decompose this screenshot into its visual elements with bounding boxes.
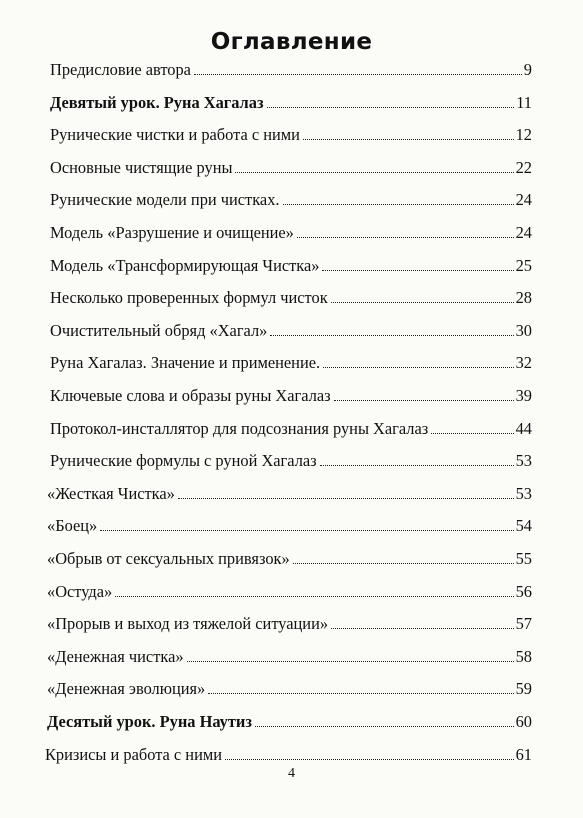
toc-entry-page: 58 xyxy=(515,646,532,666)
toc-entry-page: 9 xyxy=(523,60,532,79)
toc-entry xyxy=(50,419,532,439)
toc-entry xyxy=(50,321,532,341)
toc-entry-page: 56 xyxy=(515,581,532,601)
toc-entry-title: Десятый урок. Руна Наутиз xyxy=(47,712,252,731)
toc-entry-page: 44 xyxy=(515,418,532,438)
toc-entry-page: 32 xyxy=(515,353,532,373)
toc-entry-title: «Обрыв от сексуальных привязок» xyxy=(47,549,290,568)
toc-entry-title: Руна Хагалаз. Значение и применение. xyxy=(50,353,321,373)
toc-dot-leader xyxy=(235,172,513,173)
toc-entry-title: «Боец» xyxy=(47,516,98,536)
toc-entry-page: 53 xyxy=(515,451,532,471)
toc-entry-title: Рунические чистки и работа с ними xyxy=(50,125,300,145)
toc-entry-title: «Денежная чистка» xyxy=(47,646,184,666)
toc-entry-title: Ключевые слова и образы руны Хагалаз xyxy=(50,386,331,405)
toc-dot-leader xyxy=(267,107,515,108)
toc-entry xyxy=(50,451,532,471)
toc-entry xyxy=(47,484,532,504)
toc-entry-page: 30 xyxy=(515,320,532,340)
toc-dot-leader xyxy=(178,498,514,499)
toc-entry-title: Очистительный обряд «Хагал» xyxy=(50,320,268,340)
toc-entry xyxy=(50,386,532,406)
toc-entry xyxy=(47,549,532,569)
toc-dot-leader xyxy=(187,661,514,662)
toc-entry-page: 59 xyxy=(515,679,532,699)
toc-entry-page: 39 xyxy=(515,386,532,405)
toc-entry xyxy=(50,93,532,113)
toc-entry xyxy=(50,125,532,145)
toc-entry-title: Предисловие автора xyxy=(50,60,191,79)
page-title: Оглавление xyxy=(210,29,373,55)
toc-entry-page: 24 xyxy=(515,190,532,210)
toc-entry-title: Модель «Разрушение и очищение» xyxy=(50,223,294,242)
toc-entry-page: 57 xyxy=(515,614,532,634)
toc-entry-page: 54 xyxy=(515,516,532,536)
toc-dot-leader xyxy=(270,335,513,336)
toc-entry-title: «Жесткая Чистка» xyxy=(47,483,175,503)
toc-entry xyxy=(50,288,532,308)
toc-dot-leader xyxy=(331,302,514,303)
toc-dot-leader xyxy=(334,400,514,401)
toc-entry-title: Основные чистящие руны xyxy=(50,157,233,177)
toc-entry-title: Рунические формулы с руной Хагалаз xyxy=(50,451,317,471)
toc-entry-page: 24 xyxy=(515,223,532,242)
toc-entry xyxy=(50,190,532,210)
toc-dot-leader xyxy=(297,237,514,238)
toc-entry xyxy=(50,256,532,276)
toc-entry-title: Кризисы и работа с ними xyxy=(45,744,222,764)
toc-entry-page: 22 xyxy=(515,157,532,177)
toc-dot-leader xyxy=(194,74,522,75)
toc-entry xyxy=(50,223,532,243)
toc-dot-leader xyxy=(323,367,514,368)
toc-entry-page: 25 xyxy=(515,255,532,275)
toc-dot-leader xyxy=(100,530,513,531)
toc-entry-title: Рунические модели при чистках. xyxy=(50,190,280,210)
toc-entry-title: «Прорыв и выход из тяжелой ситуации» xyxy=(47,614,329,634)
toc-entry xyxy=(47,516,532,536)
toc-dot-leader xyxy=(208,693,513,694)
toc-entry xyxy=(47,712,532,732)
toc-entry-page: 53 xyxy=(515,483,532,503)
toc-dot-leader xyxy=(320,465,514,466)
toc-entry xyxy=(45,745,532,765)
toc-entry-page: 11 xyxy=(516,92,532,112)
toc-entry-page: 28 xyxy=(515,288,532,308)
toc-entry-page: 60 xyxy=(515,712,532,731)
toc-entry-title: Протокол-инсталлятор для подсознания руны Хагалаз xyxy=(50,418,429,438)
toc-dot-leader xyxy=(331,628,514,629)
toc-dot-leader xyxy=(255,726,514,727)
toc-dot-leader xyxy=(283,204,514,205)
toc-entry xyxy=(47,679,532,699)
toc-entry-title: Модель «Трансформирующая Чистка» xyxy=(50,255,320,275)
toc-entry xyxy=(50,60,532,80)
toc-entry-title: Девятый урок. Руна Хагалаз xyxy=(50,92,264,112)
toc-entry xyxy=(47,582,532,602)
toc-dot-leader xyxy=(225,759,514,760)
toc-entry xyxy=(47,614,532,634)
toc-entry xyxy=(47,647,532,667)
toc-entry-page: 55 xyxy=(515,549,532,568)
toc-entry-title: «Остуда» xyxy=(47,581,113,601)
toc-dot-leader xyxy=(293,563,514,564)
toc-entry-title: Несколько проверенных формул чисток xyxy=(50,288,328,308)
toc-dot-leader xyxy=(115,596,513,597)
page-number: 4 xyxy=(288,766,295,781)
toc-dot-leader xyxy=(303,139,514,140)
toc-entry xyxy=(50,353,532,373)
toc-entry-title: «Денежная эволюция» xyxy=(47,679,206,699)
toc-entry-page: 61 xyxy=(515,744,532,764)
toc-entry-page: 12 xyxy=(515,125,532,145)
toc-dot-leader xyxy=(322,270,513,271)
toc-entry xyxy=(50,158,532,178)
toc-dot-leader xyxy=(431,433,513,434)
